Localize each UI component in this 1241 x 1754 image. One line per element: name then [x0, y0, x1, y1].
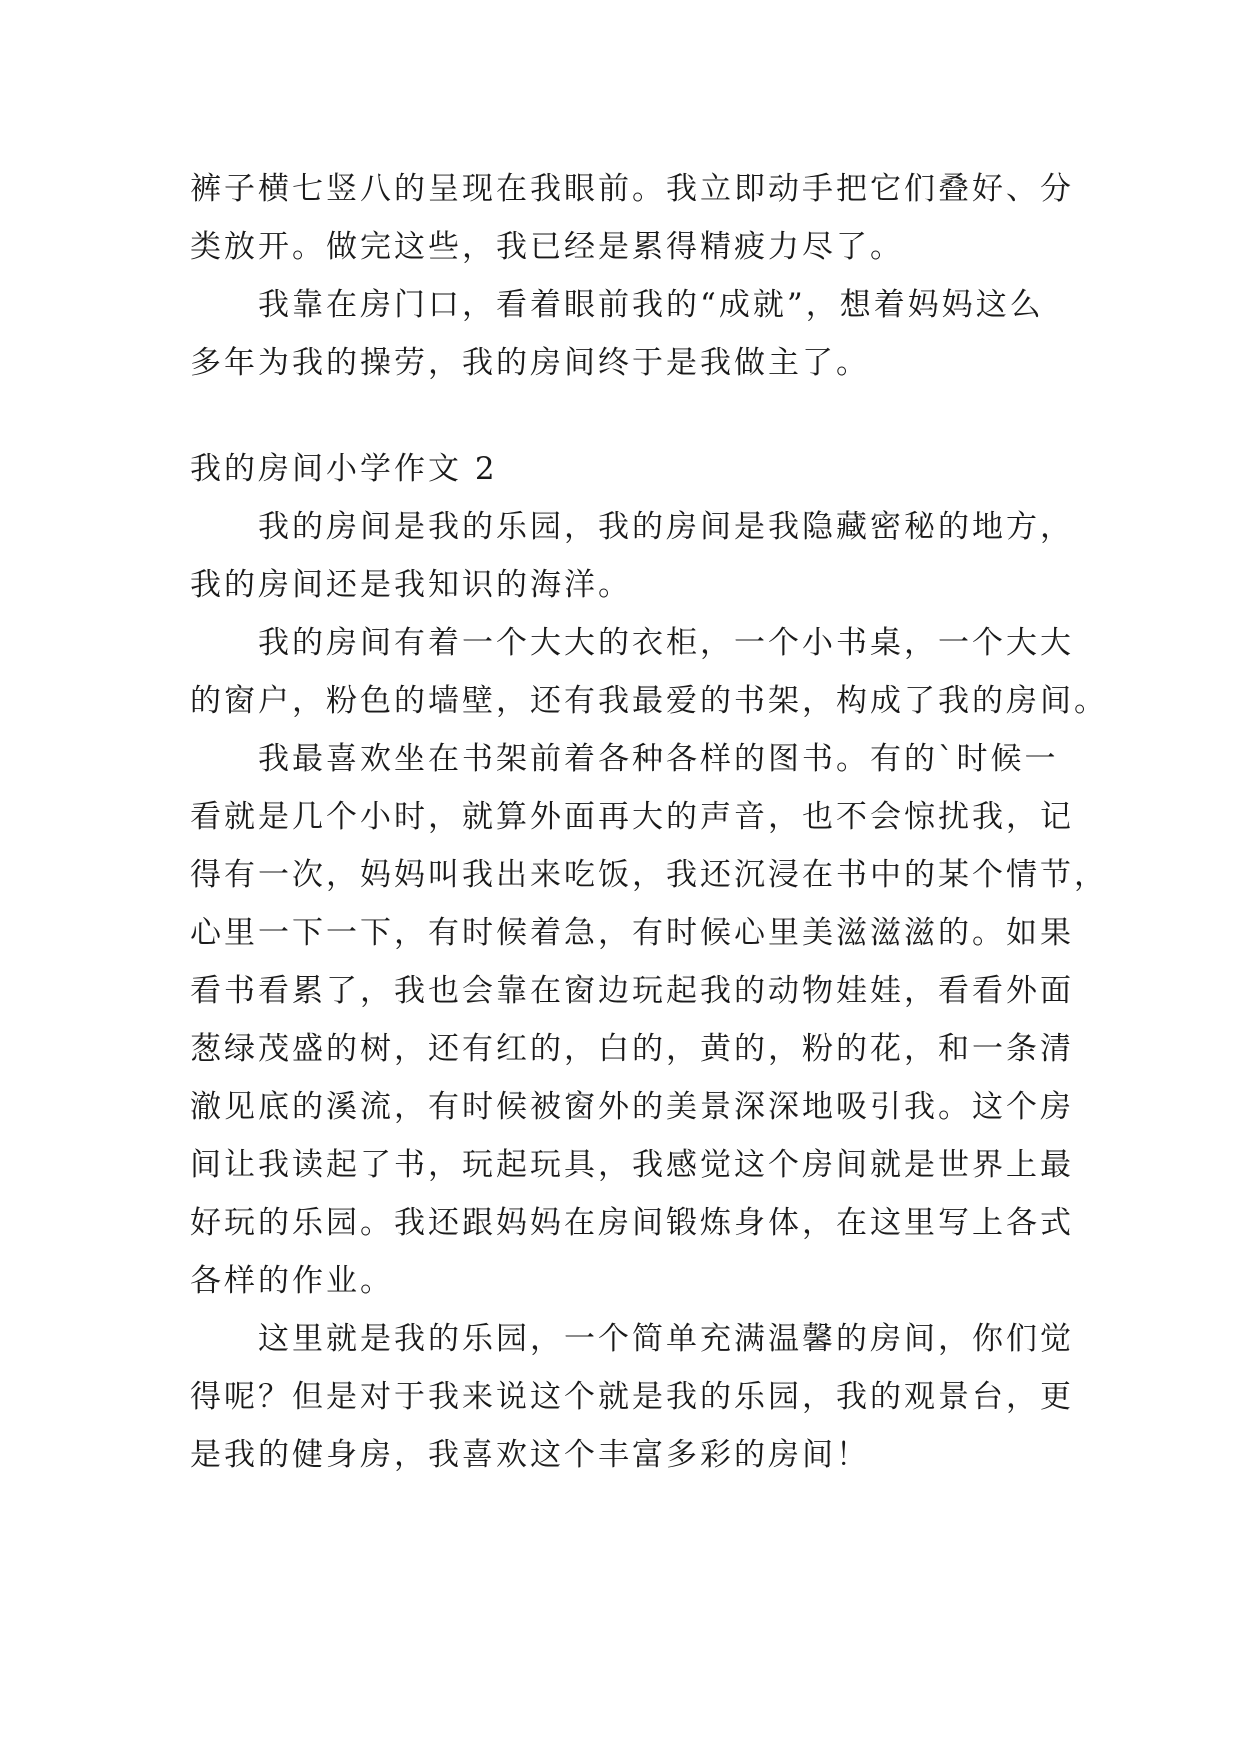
text-line: 心里一下一下，有时候着急，有时候心里美滋滋滋的。如果 — [190, 915, 1074, 951]
paragraph — [190, 276, 1060, 392]
text-line: 间让我读起了书，玩起玩具，我感觉这个房间就是世界上最 — [190, 1147, 1074, 1183]
text-line: 看书看累了，我也会靠在窗边玩起我的动物娃娃，看看外面 — [190, 973, 1074, 1009]
text-line: 我靠在房门口，看着眼前我的“成就”，想着妈妈这么 — [258, 287, 1044, 323]
section-gap — [190, 392, 1060, 440]
text-line: 类放开。做完这些，我已经是累得精疲力尽了。 — [190, 229, 904, 265]
paragraph — [190, 1310, 1074, 1484]
text-line: 好玩的乐园。我还跟妈妈在房间锻炼身体，在这里写上各式 — [190, 1205, 1074, 1241]
text-line: 我的房间是我的乐园，我的房间是我隐藏密秘的地方， — [258, 509, 1074, 545]
text-line: 得呢？但是对于我来说这个就是我的乐园，我的观景台，更 — [190, 1379, 1074, 1415]
text-line: 这里就是我的乐园，一个简单充满温馨的房间，你们觉 — [258, 1321, 1074, 1357]
text-line: 裤子横七竖八的呈现在我眼前。我立即动手把它们叠好、分 — [190, 171, 1074, 207]
text-line: 得有一次，妈妈叫我出来吃饭，我还沉浸在书中的某个情节， — [190, 857, 1108, 893]
text-line: 我最喜欢坐在书架前着各种各样的图书。有的`时候一 — [258, 741, 1059, 777]
paragraph-continuation — [190, 160, 1074, 276]
text-line: 多年为我的操劳，我的房间终于是我做主了。 — [190, 345, 870, 381]
paragraph — [190, 730, 1108, 1310]
text-line: 各样的作业。 — [190, 1263, 394, 1299]
text-line: 澈见底的溪流，有时候被窗外的美景深深地吸引我。这个房 — [190, 1089, 1074, 1125]
text-line: 看就是几个小时，就算外面再大的声音，也不会惊扰我，记 — [190, 799, 1074, 835]
section-title: 我的房间小学作文 2 — [190, 451, 498, 487]
text-line: 葱绿茂盛的树，还有红的，白的，黄的，粉的花，和一条清 — [190, 1031, 1074, 1067]
text-line: 我的房间有着一个大大的衣柜，一个小书桌，一个大大 — [258, 625, 1074, 661]
document-page — [190, 160, 1108, 1484]
text-line: 我的房间还是我知识的海洋。 — [190, 567, 632, 603]
text-line: 的窗户，粉色的墙壁，还有我最爱的书架，构成了我的房间。 — [190, 683, 1108, 719]
text-line: 是我的健身房，我喜欢这个丰富多彩的房间！ — [190, 1437, 870, 1473]
paragraph — [190, 498, 1074, 614]
paragraph — [190, 614, 1108, 730]
